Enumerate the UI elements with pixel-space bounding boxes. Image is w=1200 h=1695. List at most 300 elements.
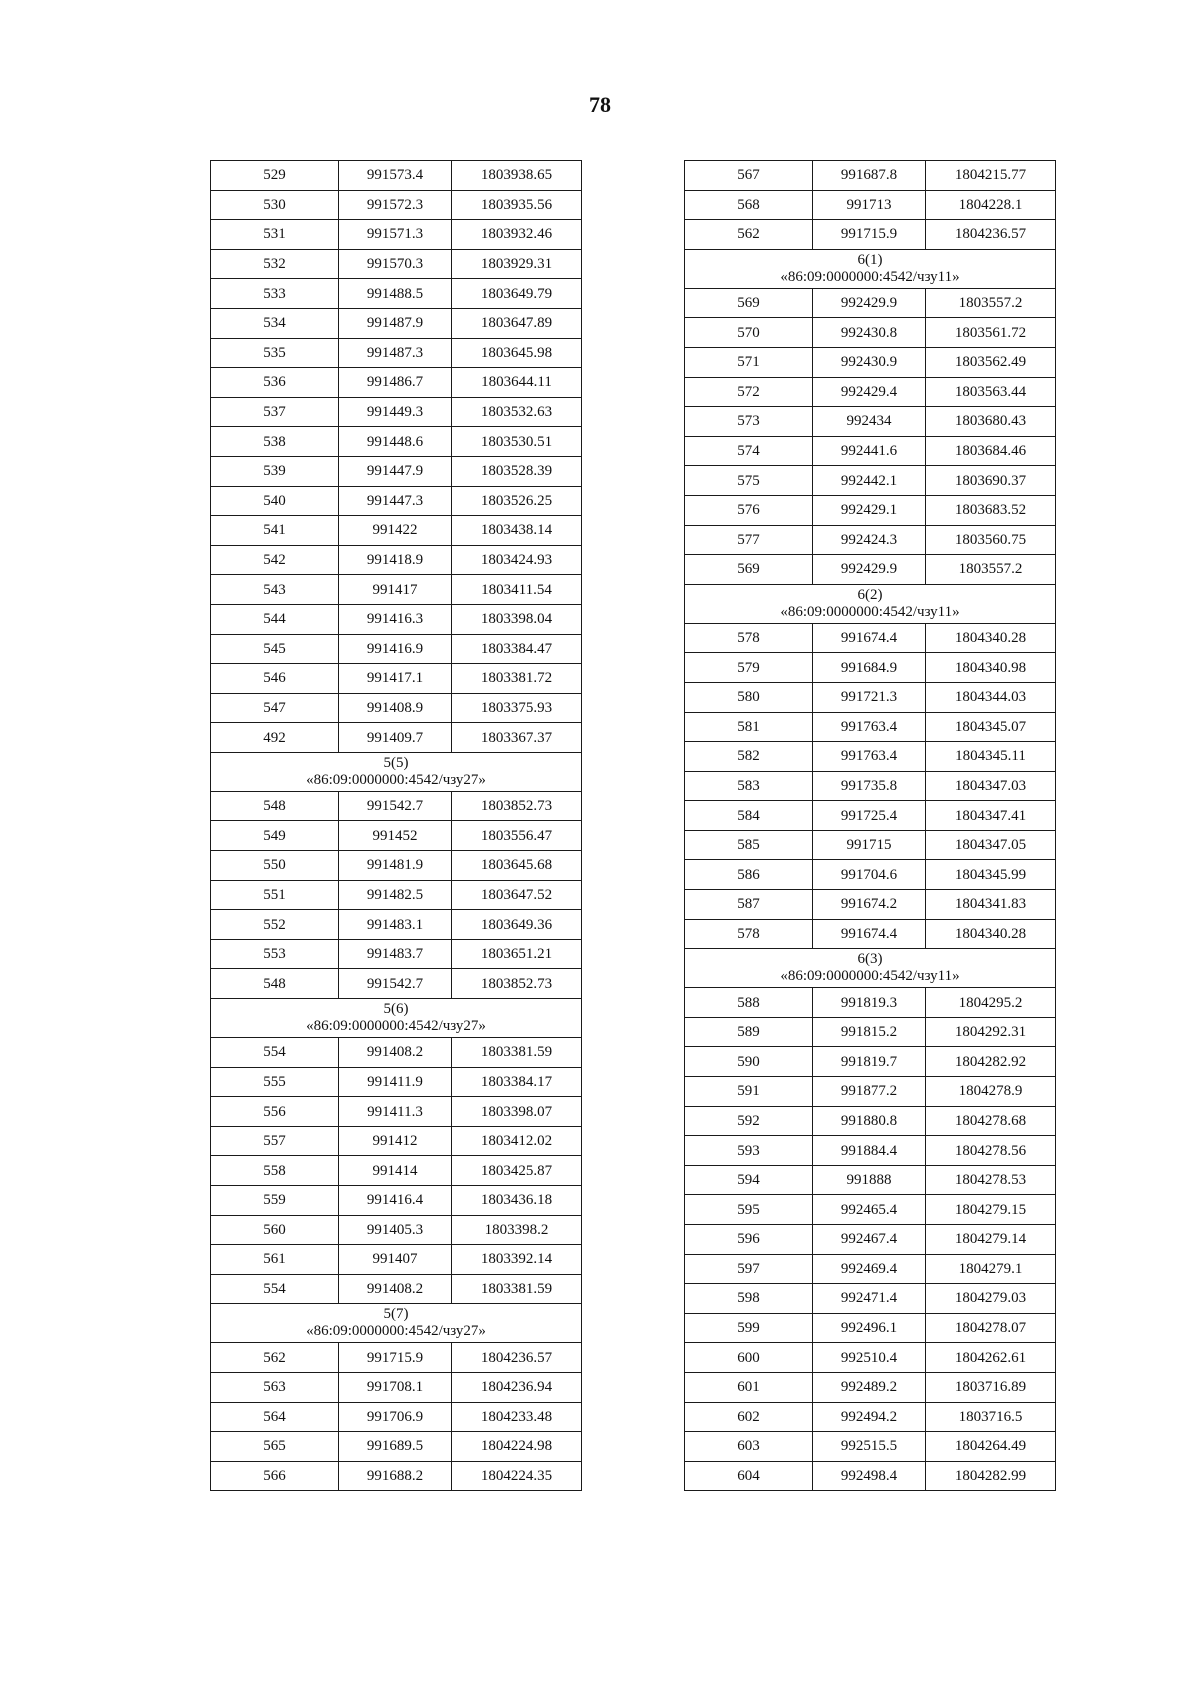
point-number-cell: 556 <box>211 1097 339 1127</box>
point-number-cell: 549 <box>211 821 339 851</box>
y-coordinate-cell: 1804278.53 <box>926 1165 1056 1195</box>
table-row <box>685 1432 1056 1462</box>
point-number-cell: 529 <box>211 161 339 191</box>
x-coordinate-cell: 992429.4 <box>813 377 926 407</box>
x-coordinate-cell: 991488.5 <box>339 279 452 309</box>
point-number-cell: 534 <box>211 308 339 338</box>
x-coordinate-cell: 992441.6 <box>813 436 926 466</box>
y-coordinate-cell: 1803647.89 <box>452 308 582 338</box>
section-header <box>211 1304 582 1343</box>
point-number-cell: 548 <box>211 791 339 821</box>
table-row <box>211 190 582 220</box>
x-coordinate-cell: 992430.8 <box>813 318 926 348</box>
y-coordinate-cell: 1803375.93 <box>452 693 582 723</box>
y-coordinate-cell: 1804345.07 <box>926 712 1056 742</box>
x-coordinate-cell: 991422 <box>339 516 452 546</box>
x-coordinate-cell: 991688.2 <box>339 1461 452 1491</box>
table-row <box>211 456 582 486</box>
table-row <box>685 742 1056 772</box>
table-row <box>685 1284 1056 1314</box>
section-number: 6(3) <box>857 951 883 968</box>
table-row <box>685 890 1056 920</box>
table-row <box>211 545 582 575</box>
point-number-cell: 531 <box>211 220 339 250</box>
point-number-cell: 589 <box>685 1017 813 1047</box>
table-row <box>685 1165 1056 1195</box>
table-row <box>211 791 582 821</box>
point-number-cell: 603 <box>685 1432 813 1462</box>
table-row <box>211 664 582 694</box>
table-row <box>211 693 582 723</box>
section-cadastral-id: «86:09:0000000:4542/чзу11» <box>780 603 960 620</box>
coordinates-table-right <box>684 160 1056 1491</box>
section-cadastral-id: «86:09:0000000:4542/чзу27» <box>306 1018 486 1035</box>
x-coordinate-cell: 991483.7 <box>339 939 452 969</box>
x-coordinate-cell: 991486.7 <box>339 368 452 398</box>
point-number-cell: 532 <box>211 249 339 279</box>
x-coordinate-cell: 991706.9 <box>339 1402 452 1432</box>
y-coordinate-cell: 1803651.21 <box>452 939 582 969</box>
y-coordinate-cell: 1803398.04 <box>452 604 582 634</box>
x-coordinate-cell: 991418.9 <box>339 545 452 575</box>
y-coordinate-cell: 1803562.49 <box>926 347 1056 377</box>
point-number-cell: 558 <box>211 1156 339 1186</box>
table-row <box>685 347 1056 377</box>
table-row <box>211 338 582 368</box>
y-coordinate-cell: 1804292.31 <box>926 1017 1056 1047</box>
y-coordinate-cell: 1804282.92 <box>926 1047 1056 1077</box>
point-number-cell: 591 <box>685 1077 813 1107</box>
point-number-cell: 569 <box>685 555 813 585</box>
y-coordinate-cell: 1803530.51 <box>452 427 582 457</box>
x-coordinate-cell: 991819.3 <box>813 988 926 1018</box>
y-coordinate-cell: 1803436.18 <box>452 1186 582 1216</box>
y-coordinate-cell: 1803645.68 <box>452 851 582 881</box>
point-number-cell: 599 <box>685 1313 813 1343</box>
point-number-cell: 567 <box>685 161 813 191</box>
x-coordinate-cell: 991573.4 <box>339 161 452 191</box>
y-coordinate-cell: 1803716.89 <box>926 1372 1056 1402</box>
point-number-cell: 594 <box>685 1165 813 1195</box>
x-coordinate-cell: 991481.9 <box>339 851 452 881</box>
x-coordinate-cell: 991447.9 <box>339 456 452 486</box>
point-number-cell: 564 <box>211 1402 339 1432</box>
y-coordinate-cell: 1803392.14 <box>452 1245 582 1275</box>
table-row <box>211 910 582 940</box>
x-coordinate-cell: 991452 <box>339 821 452 851</box>
table-row <box>685 1225 1056 1255</box>
x-coordinate-cell: 991763.4 <box>813 742 926 772</box>
y-coordinate-cell: 1803644.11 <box>452 368 582 398</box>
y-coordinate-cell: 1804236.94 <box>452 1372 582 1402</box>
table-row <box>211 880 582 910</box>
point-number-cell: 582 <box>685 742 813 772</box>
point-number-cell: 604 <box>685 1461 813 1491</box>
table-row <box>685 1077 1056 1107</box>
x-coordinate-cell: 991542.7 <box>339 969 452 999</box>
y-coordinate-cell: 1804233.48 <box>452 1402 582 1432</box>
section-number: 6(2) <box>857 586 883 603</box>
point-number-cell: 535 <box>211 338 339 368</box>
point-number-cell: 565 <box>211 1432 339 1462</box>
x-coordinate-cell: 991416.3 <box>339 604 452 634</box>
point-number-cell: 557 <box>211 1126 339 1156</box>
y-coordinate-cell: 1803425.87 <box>452 1156 582 1186</box>
table-row <box>211 1038 582 1068</box>
point-number-cell: 547 <box>211 693 339 723</box>
point-number-cell: 587 <box>685 890 813 920</box>
point-number-cell: 574 <box>685 436 813 466</box>
section-header-row <box>211 999 582 1038</box>
point-number-cell: 569 <box>685 288 813 318</box>
table-row <box>211 516 582 546</box>
y-coordinate-cell: 1803560.75 <box>926 525 1056 555</box>
x-coordinate-cell: 991487.9 <box>339 308 452 338</box>
point-number-cell: 583 <box>685 771 813 801</box>
table-row <box>211 1274 582 1304</box>
x-coordinate-cell: 991880.8 <box>813 1106 926 1136</box>
x-coordinate-cell: 991877.2 <box>813 1077 926 1107</box>
table-row <box>685 1402 1056 1432</box>
section-header-row <box>685 584 1056 623</box>
y-coordinate-cell: 1803556.47 <box>452 821 582 851</box>
y-coordinate-cell: 1804224.98 <box>452 1432 582 1462</box>
y-coordinate-cell: 1804224.35 <box>452 1461 582 1491</box>
table-row <box>211 1067 582 1097</box>
y-coordinate-cell: 1803557.2 <box>926 555 1056 585</box>
y-coordinate-cell: 1804278.68 <box>926 1106 1056 1136</box>
y-coordinate-cell: 1804279.1 <box>926 1254 1056 1284</box>
table-row <box>685 436 1056 466</box>
x-coordinate-cell: 991572.3 <box>339 190 452 220</box>
table-row <box>685 1047 1056 1077</box>
y-coordinate-cell: 1803528.39 <box>452 456 582 486</box>
y-coordinate-cell: 1803929.31 <box>452 249 582 279</box>
section-header <box>685 249 1056 288</box>
y-coordinate-cell: 1803384.17 <box>452 1067 582 1097</box>
x-coordinate-cell: 991725.4 <box>813 801 926 831</box>
section-header <box>685 584 1056 623</box>
y-coordinate-cell: 1804215.77 <box>926 161 1056 191</box>
y-coordinate-cell: 1803561.72 <box>926 318 1056 348</box>
table-row <box>211 308 582 338</box>
table-row <box>211 723 582 753</box>
x-coordinate-cell: 991763.4 <box>813 712 926 742</box>
x-coordinate-cell: 991570.3 <box>339 249 452 279</box>
x-coordinate-cell: 991448.6 <box>339 427 452 457</box>
y-coordinate-cell: 1803716.5 <box>926 1402 1056 1432</box>
point-number-cell: 595 <box>685 1195 813 1225</box>
point-number-cell: 544 <box>211 604 339 634</box>
point-number-cell: 561 <box>211 1245 339 1275</box>
table-row <box>211 427 582 457</box>
point-number-cell: 530 <box>211 190 339 220</box>
point-number-cell: 578 <box>685 919 813 949</box>
point-number-cell: 570 <box>685 318 813 348</box>
x-coordinate-cell: 992434 <box>813 407 926 437</box>
y-coordinate-cell: 1804278.56 <box>926 1136 1056 1166</box>
table-row <box>685 220 1056 250</box>
point-number-cell: 592 <box>685 1106 813 1136</box>
x-coordinate-cell: 992429.9 <box>813 288 926 318</box>
y-coordinate-cell: 1804282.99 <box>926 1461 1056 1491</box>
x-coordinate-cell: 992465.4 <box>813 1195 926 1225</box>
y-coordinate-cell: 1804236.57 <box>452 1343 582 1373</box>
x-coordinate-cell: 991819.7 <box>813 1047 926 1077</box>
point-number-cell: 571 <box>685 347 813 377</box>
y-coordinate-cell: 1803938.65 <box>452 161 582 191</box>
point-number-cell: 578 <box>685 623 813 653</box>
x-coordinate-cell: 991487.3 <box>339 338 452 368</box>
table-row <box>685 1372 1056 1402</box>
table-row <box>211 1432 582 1462</box>
x-coordinate-cell: 991417 <box>339 575 452 605</box>
y-coordinate-cell: 1803412.02 <box>452 1126 582 1156</box>
x-coordinate-cell: 992498.4 <box>813 1461 926 1491</box>
point-number-cell: 560 <box>211 1215 339 1245</box>
table-row <box>685 801 1056 831</box>
table-row <box>211 1245 582 1275</box>
y-coordinate-cell: 1803438.14 <box>452 516 582 546</box>
section-header-row <box>685 249 1056 288</box>
x-coordinate-cell: 991449.3 <box>339 397 452 427</box>
table-row <box>685 682 1056 712</box>
x-coordinate-cell: 991447.3 <box>339 486 452 516</box>
point-number-cell: 584 <box>685 801 813 831</box>
y-coordinate-cell: 1803381.59 <box>452 1038 582 1068</box>
y-coordinate-cell: 1803532.63 <box>452 397 582 427</box>
x-coordinate-cell: 992429.1 <box>813 495 926 525</box>
point-number-cell: 602 <box>685 1402 813 1432</box>
y-coordinate-cell: 1804340.28 <box>926 919 1056 949</box>
table-row <box>685 988 1056 1018</box>
section-header-row <box>685 949 1056 988</box>
table-row <box>211 1372 582 1402</box>
table-row <box>685 190 1056 220</box>
section-number: 5(7) <box>383 1306 409 1323</box>
point-number-cell: 492 <box>211 723 339 753</box>
point-number-cell: 559 <box>211 1186 339 1216</box>
point-number-cell: 562 <box>685 220 813 250</box>
x-coordinate-cell: 992469.4 <box>813 1254 926 1284</box>
y-coordinate-cell: 1804344.03 <box>926 682 1056 712</box>
point-number-cell: 573 <box>685 407 813 437</box>
point-number-cell: 550 <box>211 851 339 881</box>
y-coordinate-cell: 1804279.14 <box>926 1225 1056 1255</box>
table-row <box>685 1313 1056 1343</box>
table-row <box>211 1402 582 1432</box>
table-body <box>211 161 582 1491</box>
table-row <box>211 1215 582 1245</box>
table-row <box>211 279 582 309</box>
y-coordinate-cell: 1803384.47 <box>452 634 582 664</box>
point-number-cell: 555 <box>211 1067 339 1097</box>
point-number-cell: 537 <box>211 397 339 427</box>
point-number-cell: 590 <box>685 1047 813 1077</box>
x-coordinate-cell: 991408.2 <box>339 1274 452 1304</box>
table-row <box>211 821 582 851</box>
table-row <box>685 525 1056 555</box>
x-coordinate-cell: 992424.3 <box>813 525 926 555</box>
section-header-row <box>211 752 582 791</box>
point-number-cell: 579 <box>685 653 813 683</box>
x-coordinate-cell: 991715 <box>813 830 926 860</box>
x-coordinate-cell: 991542.7 <box>339 791 452 821</box>
table-row <box>211 939 582 969</box>
table-row <box>211 969 582 999</box>
y-coordinate-cell: 1803649.79 <box>452 279 582 309</box>
point-number-cell: 546 <box>211 664 339 694</box>
table-row <box>211 604 582 634</box>
y-coordinate-cell: 1803680.43 <box>926 407 1056 437</box>
point-number-cell: 585 <box>685 830 813 860</box>
x-coordinate-cell: 992489.2 <box>813 1372 926 1402</box>
point-number-cell: 598 <box>685 1284 813 1314</box>
point-number-cell: 548 <box>211 969 339 999</box>
y-coordinate-cell: 1803424.93 <box>452 545 582 575</box>
table-row <box>211 851 582 881</box>
x-coordinate-cell: 991412 <box>339 1126 452 1156</box>
y-coordinate-cell: 1803563.44 <box>926 377 1056 407</box>
section-cadastral-id: «86:09:0000000:4542/чзу11» <box>780 268 960 285</box>
x-coordinate-cell: 991735.8 <box>813 771 926 801</box>
y-coordinate-cell: 1804262.61 <box>926 1343 1056 1373</box>
page-number: 78 <box>589 92 611 117</box>
x-coordinate-cell: 992471.4 <box>813 1284 926 1314</box>
table-row <box>211 397 582 427</box>
table-row <box>685 1461 1056 1491</box>
y-coordinate-cell: 1803932.46 <box>452 220 582 250</box>
y-coordinate-cell: 1804347.05 <box>926 830 1056 860</box>
point-number-cell: 533 <box>211 279 339 309</box>
x-coordinate-cell: 991411.3 <box>339 1097 452 1127</box>
table-row <box>685 161 1056 191</box>
table-row <box>211 1097 582 1127</box>
table-row <box>685 377 1056 407</box>
y-coordinate-cell: 1804279.03 <box>926 1284 1056 1314</box>
table-row <box>685 407 1056 437</box>
point-number-cell: 536 <box>211 368 339 398</box>
table-row <box>211 1461 582 1491</box>
table-row <box>211 1343 582 1373</box>
y-coordinate-cell: 1803398.07 <box>452 1097 582 1127</box>
section-cadastral-id: «86:09:0000000:4542/чзу11» <box>780 968 960 985</box>
table-row <box>211 249 582 279</box>
y-coordinate-cell: 1803683.52 <box>926 495 1056 525</box>
table-row <box>685 1343 1056 1373</box>
y-coordinate-cell: 1804347.41 <box>926 801 1056 831</box>
point-number-cell: 543 <box>211 575 339 605</box>
x-coordinate-cell: 991721.3 <box>813 682 926 712</box>
table-row <box>685 830 1056 860</box>
x-coordinate-cell: 991411.9 <box>339 1067 452 1097</box>
x-coordinate-cell: 992429.9 <box>813 555 926 585</box>
table-row <box>685 318 1056 348</box>
table-body <box>685 161 1056 1491</box>
table-row <box>211 1126 582 1156</box>
point-number-cell: 539 <box>211 456 339 486</box>
y-coordinate-cell: 1803367.37 <box>452 723 582 753</box>
table-row <box>685 653 1056 683</box>
point-number-cell: 575 <box>685 466 813 496</box>
section-number: 5(5) <box>383 754 409 771</box>
table-row <box>685 288 1056 318</box>
table-row <box>685 1195 1056 1225</box>
x-coordinate-cell: 991571.3 <box>339 220 452 250</box>
y-coordinate-cell: 1803684.46 <box>926 436 1056 466</box>
section-number: 6(1) <box>857 251 883 268</box>
point-number-cell: 588 <box>685 988 813 1018</box>
x-coordinate-cell: 991715.9 <box>339 1343 452 1373</box>
table-row <box>211 161 582 191</box>
x-coordinate-cell: 991674.4 <box>813 623 926 653</box>
x-coordinate-cell: 991888 <box>813 1165 926 1195</box>
table-row <box>211 1156 582 1186</box>
y-coordinate-cell: 1803649.36 <box>452 910 582 940</box>
y-coordinate-cell: 1804279.15 <box>926 1195 1056 1225</box>
x-coordinate-cell: 992430.9 <box>813 347 926 377</box>
section-header-row <box>211 1304 582 1343</box>
point-number-cell: 572 <box>685 377 813 407</box>
y-coordinate-cell: 1803381.59 <box>452 1274 582 1304</box>
section-header <box>211 999 582 1038</box>
table-row <box>685 1254 1056 1284</box>
x-coordinate-cell: 991409.7 <box>339 723 452 753</box>
x-coordinate-cell: 991689.5 <box>339 1432 452 1462</box>
table-row <box>685 495 1056 525</box>
table-row <box>685 1106 1056 1136</box>
point-number-cell: 545 <box>211 634 339 664</box>
x-coordinate-cell: 991416.9 <box>339 634 452 664</box>
y-coordinate-cell: 1804264.49 <box>926 1432 1056 1462</box>
x-coordinate-cell: 991417.1 <box>339 664 452 694</box>
x-coordinate-cell: 991408.2 <box>339 1038 452 1068</box>
table-row <box>685 623 1056 653</box>
table-row <box>685 466 1056 496</box>
y-coordinate-cell: 1803647.52 <box>452 880 582 910</box>
y-coordinate-cell: 1804347.03 <box>926 771 1056 801</box>
point-number-cell: 538 <box>211 427 339 457</box>
point-number-cell: 541 <box>211 516 339 546</box>
y-coordinate-cell: 1803645.98 <box>452 338 582 368</box>
point-number-cell: 540 <box>211 486 339 516</box>
table-row <box>685 712 1056 742</box>
coordinates-table-left <box>210 160 582 1491</box>
section-header <box>211 752 582 791</box>
x-coordinate-cell: 992496.1 <box>813 1313 926 1343</box>
x-coordinate-cell: 992442.1 <box>813 466 926 496</box>
x-coordinate-cell: 992510.4 <box>813 1343 926 1373</box>
table-row <box>685 919 1056 949</box>
x-coordinate-cell: 991713 <box>813 190 926 220</box>
table-row <box>685 771 1056 801</box>
y-coordinate-cell: 1804345.11 <box>926 742 1056 772</box>
point-number-cell: 586 <box>685 860 813 890</box>
y-coordinate-cell: 1803852.73 <box>452 969 582 999</box>
section-number: 5(6) <box>383 1001 409 1018</box>
y-coordinate-cell: 1804340.98 <box>926 653 1056 683</box>
x-coordinate-cell: 991684.9 <box>813 653 926 683</box>
x-coordinate-cell: 992515.5 <box>813 1432 926 1462</box>
y-coordinate-cell: 1803935.56 <box>452 190 582 220</box>
table-row <box>685 1136 1056 1166</box>
x-coordinate-cell: 991408.9 <box>339 693 452 723</box>
point-number-cell: 553 <box>211 939 339 969</box>
y-coordinate-cell: 1804345.99 <box>926 860 1056 890</box>
y-coordinate-cell: 1803557.2 <box>926 288 1056 318</box>
x-coordinate-cell: 991704.6 <box>813 860 926 890</box>
x-coordinate-cell: 991674.4 <box>813 919 926 949</box>
